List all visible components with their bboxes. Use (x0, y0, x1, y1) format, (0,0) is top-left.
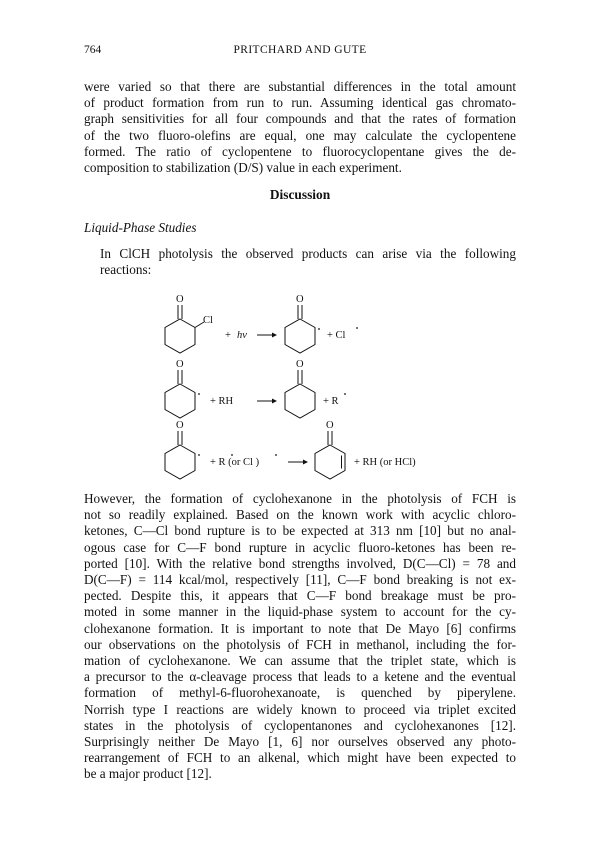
text-line: be a major product [12]. (84, 766, 212, 782)
oxygen-label: O (326, 420, 334, 431)
radical-dot (356, 327, 358, 329)
text-line: of product formation from run to run. Assuming identical gas chromato- (84, 95, 516, 111)
text-line: Surprisingly neither De Mayo [1, 6] nor ourselves observed any photo- (84, 734, 516, 750)
text-line: our observations on the photolysis of FCH in methanol, including the for- (84, 636, 516, 652)
cyclohexanone-radical-structure (165, 420, 200, 479)
reagent-label: + R (or Cl ) (210, 457, 260, 468)
text-line: reactions: (100, 262, 152, 278)
text-line: In ClCH photolysis the observed products can arise via the following (100, 246, 516, 261)
text-line: were varied so that there are substantial differences in the total amount (84, 79, 516, 94)
chlorocyclohexanone-structure (165, 294, 213, 353)
reaction-arrow (257, 399, 277, 404)
reaction-arrow (257, 333, 277, 338)
product-label: + Cl (327, 330, 346, 341)
oxygen-label: O (176, 359, 184, 370)
text-line: formed. The ratio of cyclopentene to fluorocyclopentane gives the de- (84, 143, 516, 159)
radical-dot (231, 454, 233, 456)
text-line: not so readily explained. Based on the known work with acyclic chloro- (84, 507, 516, 523)
text-line: mation of cyclohexanone. We can assume that the triplet state, which is (84, 653, 516, 669)
radical-dot (275, 454, 277, 456)
reagent-label: + RH (210, 396, 234, 407)
body-paragraph (84, 491, 516, 783)
oxygen-label: O (296, 359, 304, 370)
radical-dot (198, 454, 200, 456)
text-line: a precursor to the α-cleavage process that leads to a ketene and the eventual (84, 669, 516, 685)
chlorine-label: Cl (203, 315, 213, 326)
reaction-1 (165, 294, 358, 353)
reaction-arrow (288, 460, 308, 465)
page-number: 764 (84, 44, 102, 56)
text-line: ketones, C—Cl bond rupture is to be expected at 313 nm [10] but no anal- (84, 523, 516, 539)
section-heading: Discussion (269, 187, 331, 202)
text-line: However, the formation of cyclohexanone in the photolysis of FCH is (84, 491, 516, 506)
oxygen-label: O (296, 294, 304, 305)
text-line: rearrangement of FCH to an alkenal, which might have been expected to (84, 750, 516, 766)
text-line: of the two fluoro-olefins are equal, one may calculate the cyclopentene (84, 127, 516, 143)
reaction-3 (165, 420, 416, 479)
cyclohexenone-structure (315, 420, 345, 479)
cyclohexanone-radical-structure (285, 294, 320, 353)
radical-dot (344, 393, 346, 395)
text-line: composition to stabilization (D/S) value in each experiment. (84, 160, 402, 176)
cyclohexanone-radical-structure (165, 359, 200, 418)
text-line: Norrish type I reactions are widely known to proceed via triplet excited (84, 701, 516, 717)
cyclohexanone-structure (285, 359, 315, 418)
text-line: clohexanone formation. It is important to note that De Mayo [6] confirms (84, 620, 516, 636)
text-line: formation of methyl-6-fluorohexanoate, is quenched by piperylene. (84, 685, 516, 701)
hv-label: hν (237, 330, 247, 341)
plus-sign: + (225, 330, 231, 341)
text-line: ogous case for C—F bond rupture in acyclic fluoro-ketones has been re- (84, 539, 516, 555)
running-head: PRITCHARD AND GUTE (233, 44, 367, 56)
radical-dot (318, 328, 320, 330)
oxygen-label: O (176, 294, 184, 305)
text-line: D(C—F) = 114 kcal/mol, respectively [11], C—F bond breaking is not ex- (84, 572, 516, 588)
text-line: moted in some manner in the liquid-phase system to account for the cy- (84, 604, 516, 620)
reaction-2 (165, 359, 346, 418)
subsection-heading: Liquid-Phase Studies (84, 220, 197, 235)
oxygen-label: O (176, 420, 184, 431)
text-line: states in the photolysis of cyclopentanones and cyclohexanones [12]. (84, 717, 516, 733)
radical-dot (198, 393, 200, 395)
text-line: graph sensitivities for all four compounds and that the rates of formation (84, 111, 516, 127)
product-label: + RH (or HCl) (354, 457, 416, 468)
text-line: pected. Despite this, it appears that C—F bond breakage must be pro- (84, 588, 516, 604)
text-line: ported [10]. With the relative bond strengths involved, D(C—Cl) = 78 and (84, 555, 516, 571)
product-label: + R (323, 396, 339, 407)
